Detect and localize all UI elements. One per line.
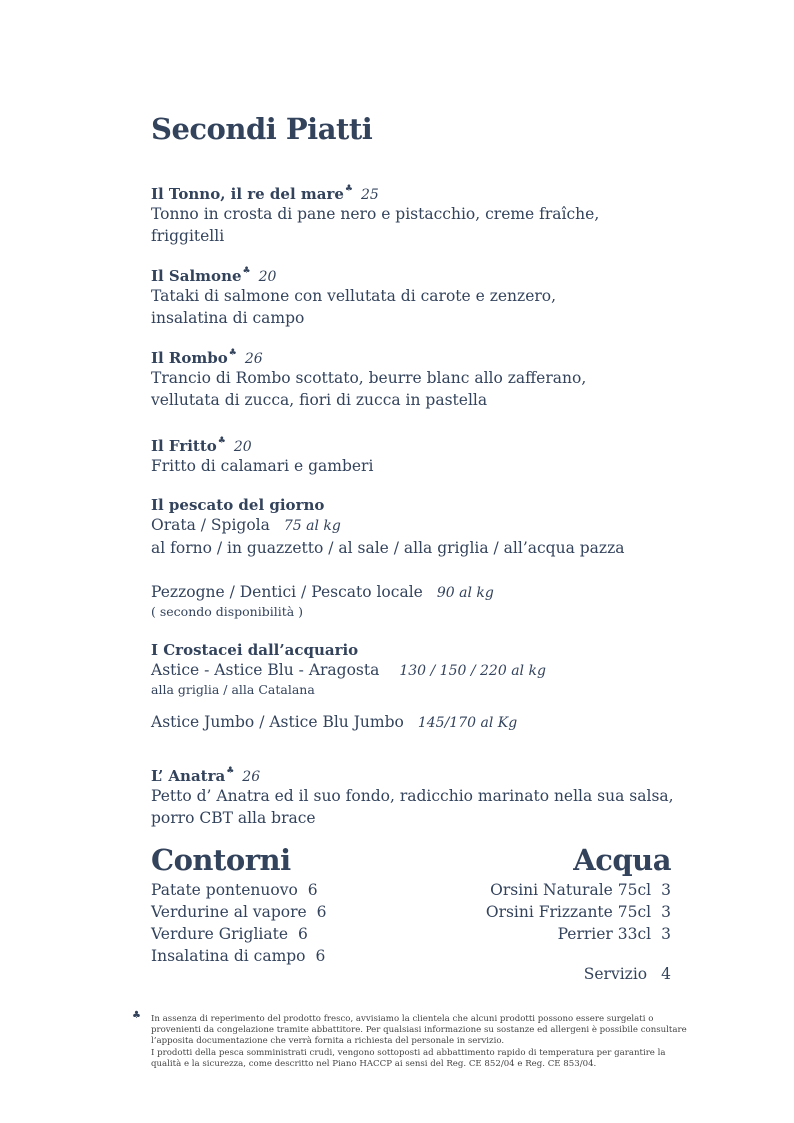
item-price: 75 al kg [283, 518, 341, 534]
section-title: Acqua [573, 843, 671, 877]
item-name: I Crostacei dall’acquario [151, 641, 359, 659]
star-icon: ♣ [242, 266, 251, 276]
side-name: Verdure Grigliate [151, 925, 288, 943]
footnote-line: In assenza di reperimento del prodotto fresco, avvisiamo la clientela che alcuni prodotti possono essere surgelati o [151, 1014, 654, 1024]
side-price: 6 [315, 947, 326, 965]
item-desc: friggitelli [151, 227, 225, 245]
footnote-line: l’apposita documentazione che verrà fornita a richiesta del personale in servizio. [151, 1036, 505, 1047]
water-price: 3 [661, 903, 671, 921]
item-desc: Fritto di calamari e gamberi [151, 457, 374, 475]
side-name: Patate pontenuovo [151, 881, 298, 899]
service-label: Servizio [583, 965, 648, 983]
item-desc: Pezzogne / Dentici / Pescato locale [151, 583, 423, 601]
pescato-section [151, 496, 624, 619]
water-price: 3 [661, 925, 671, 943]
service-price: 4 [661, 965, 671, 983]
item-note: alla griglia / alla Catalana [151, 682, 315, 697]
item-name: Il Fritto [151, 437, 217, 455]
menu-item [151, 436, 373, 477]
footnote-line: provenienti da congelazione tramite abbattitore. Per qualsiasi informazione su sostanze ed allergeni è possibile consultare [151, 1025, 687, 1036]
item-name: Il Salmone [151, 267, 242, 285]
item-desc: Tataki di salmone con vellutata di carote e zenzero, [151, 287, 557, 305]
item-name: Il Rombo [151, 349, 228, 367]
item-desc: Petto d’ Anatra ed il suo fondo, radicchio marinato nella sua salsa, [151, 787, 674, 805]
side-price: 6 [316, 903, 327, 921]
item-name: Il pescato del giorno [151, 496, 325, 514]
item-desc: porro CBT alla brace [151, 809, 316, 827]
menu-item [151, 766, 674, 829]
water-name: Perrier 33cl [557, 925, 652, 943]
contorni-section [151, 843, 327, 967]
star-icon: ♣ [228, 348, 237, 358]
side-price: 6 [298, 925, 308, 943]
acqua-section [486, 843, 671, 985]
item-desc: Astice Jumbo / Astice Blu Jumbo [151, 713, 404, 731]
item-price: 20 [233, 439, 252, 455]
item-desc: insalatina di campo [151, 309, 305, 327]
item-name: Il Tonno, il re del mare [151, 185, 344, 203]
item-desc: Astice - Astice Blu - Aragosta [151, 661, 380, 679]
section-title: Contorni [151, 843, 291, 877]
water-name: Orsini Frizzante 75cl [485, 903, 652, 921]
item-desc: Orata / Spigola [151, 516, 270, 534]
menu-item [151, 184, 599, 247]
item-desc: vellutata di zucca, fiori di zucca in pastella [151, 391, 488, 409]
item-desc: Tonno in crosta di pane nero e pistacchio, creme fraîche, [151, 205, 600, 223]
crostacei-section [151, 641, 546, 734]
side-name: Insalatina di campo [151, 947, 306, 965]
item-desc: al forno / in guazzetto / al sale / alla griglia / all’acqua pazza [151, 539, 625, 557]
star-icon: ♣ [226, 766, 235, 776]
item-price: 90 al kg [436, 585, 494, 601]
side-name: Verdurine al vapore [151, 903, 307, 921]
item-price: 145/170 al Kg [417, 715, 518, 731]
menu-item [151, 266, 556, 329]
item-price: 130 / 150 / 220 al kg [399, 663, 546, 679]
star-icon: ♣ [132, 1010, 141, 1021]
item-name: L’ Anatra [151, 767, 226, 785]
water-price: 3 [661, 881, 671, 899]
star-icon: ♣ [344, 184, 353, 194]
item-note: ( secondo disponibilità ) [151, 604, 304, 619]
item-price: 26 [242, 769, 261, 785]
water-name: Orsini Naturale 75cl [490, 881, 652, 899]
page-title: Secondi Piatti [151, 112, 373, 146]
star-icon: ♣ [217, 436, 226, 446]
footnote-line: I prodotti della pesca somministrati crudi, vengono sottoposti ad abbattimento rapido di temperatura per garantire la [151, 1047, 666, 1058]
item-desc: Trancio di Rombo scottato, beurre blanc allo zafferano, [151, 369, 587, 387]
menu-item [151, 348, 586, 411]
footnote-line: qualità e la sicurezza, come descritto nel Piano HACCP ai sensi del Reg. CE 852/04 e Reg. CE 853/04. [151, 1058, 597, 1069]
item-price: 20 [258, 269, 277, 285]
item-price: 26 [244, 351, 263, 367]
side-price: 6 [307, 881, 318, 899]
item-price: 25 [361, 187, 379, 203]
footnote [151, 1014, 687, 1070]
